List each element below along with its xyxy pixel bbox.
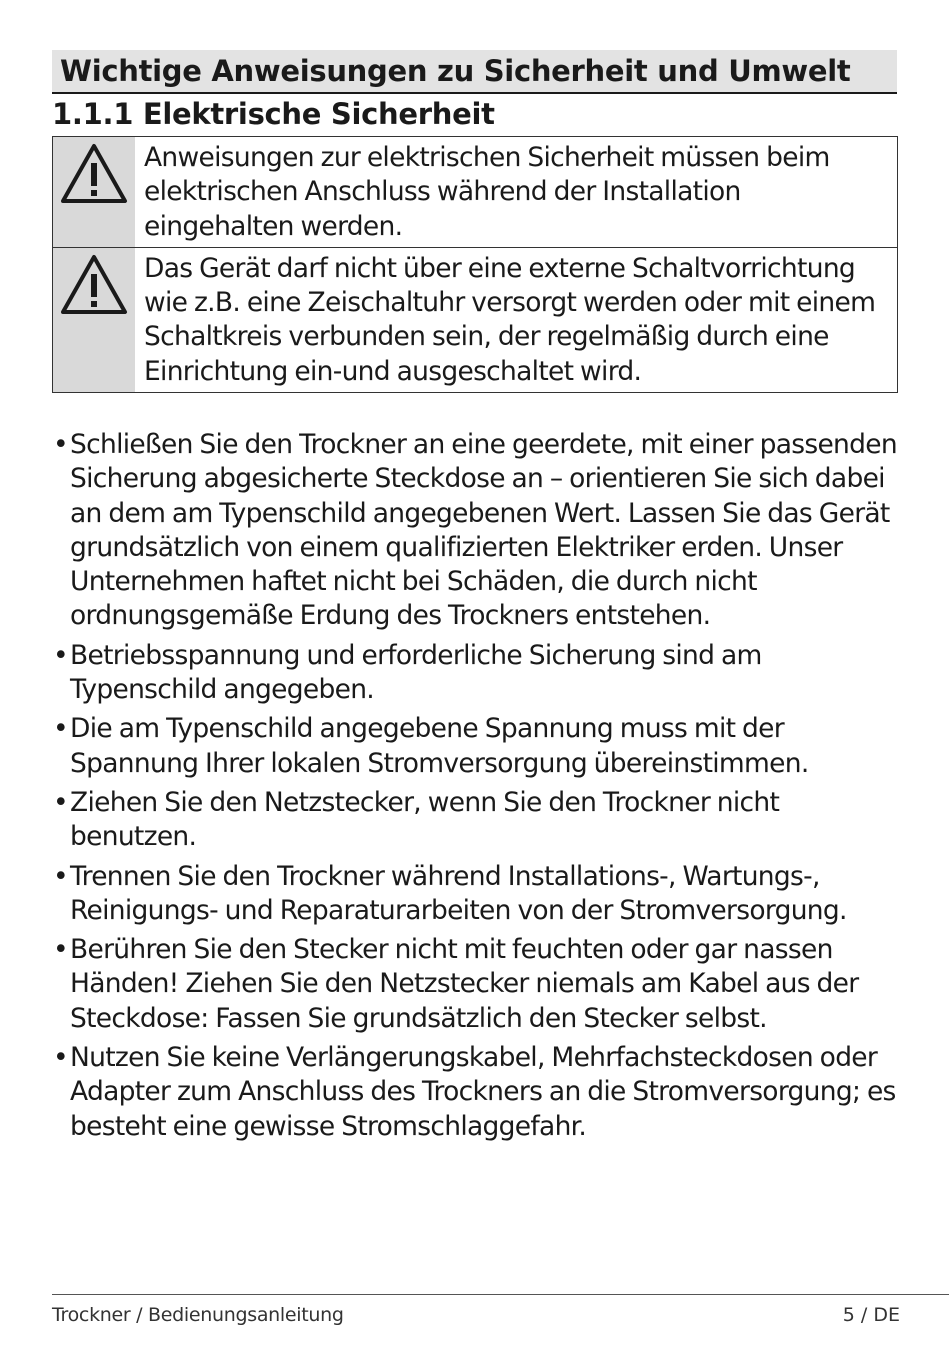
list-item — [52, 933, 902, 1036]
list-item — [52, 712, 902, 781]
warning-text: Anweisungen zur elektrischen Sicherheit müssen beim elektrischen Anschluss während der Installation eingehalten werden. — [144, 142, 830, 242]
warning-triangle-icon — [59, 141, 129, 205]
bullet-marker: • — [53, 713, 68, 745]
bullet-marker: • — [53, 429, 68, 460]
footer-page-number: 5 / DE — [842, 1304, 900, 1326]
bullet-marker: • — [53, 1042, 68, 1074]
warning-table — [52, 136, 898, 393]
list-item-text: Nutzen Sie keine Verlängerungskabel, Mehrfachsteckdosen oder Adapter zum Anschluss des Trockners an die Stromversorgung; es besteht eine gewisse Stromschlaggefahr. — [70, 1042, 896, 1142]
bullet-marker: • — [53, 639, 68, 671]
list-item-text: Die am Typenschild angegebene Spannung muss mit der Spannung Ihrer lokalen Stromversorgung übereinstimmen. — [70, 713, 809, 779]
list-item-text: Trennen Sie den Trockner während Installations-, Wartungs-, Reinigungs- und Reparaturarbeiten von der Stromversorgung. — [70, 860, 847, 926]
warning-row — [53, 137, 897, 248]
warning-text: Das Gerät darf nicht über eine externe Schaltvorrichtung wie z.B. eine Zeischaltuhr versorgt werden oder mit einem Schaltkreis verbunden sein, der regelmäßig durch eine Einrichtung ein-und ausgeschaltet wird. — [144, 252, 876, 387]
list-item — [52, 786, 902, 855]
list-item-text: Berühren Sie den Stecker nicht mit feuchten oder gar nassen Händen! Ziehen Sie den Netzstecker niemals am Kabel aus der Steckdose: Fassen Sie grundsätzlich den Stecker selbst. — [70, 934, 859, 1034]
warning-row — [53, 248, 897, 392]
bullet-marker: • — [53, 786, 68, 818]
list-item — [52, 428, 902, 634]
warning-triangle-icon — [59, 252, 129, 316]
subsection-title: 1.1.1 Elektrische Sicherheit — [52, 97, 495, 131]
section-title: Wichtige Anweisungen zu Sicherheit und Umwelt — [60, 54, 851, 88]
warning-icon-cell — [53, 137, 135, 247]
footer-document-title: Trockner / Bedienungsanleitung — [52, 1304, 344, 1326]
warning-icon-cell — [53, 248, 135, 392]
list-item-text: Betriebsspannung und erforderliche Sicherung sind am Typenschild angegeben. — [70, 639, 762, 706]
list-item-text: Schließen Sie den Trockner an eine geerdete, mit einer passenden Sicherung abgesicherte Steckdose an – orientieren Sie sich dabei an dem am Typenschild angegebenen Wert. Lassen Sie das Gerät grundsätzlich von einem qualifizierten Elektriker erden. Unser Unternehmen haftet nicht bei Schäden, die durch nicht ordnungsgemäße Erdung des Trockners entstehen. — [70, 429, 897, 632]
list-item — [52, 860, 902, 929]
safety-bullet-list — [52, 428, 902, 1149]
footer-divider — [52, 1294, 949, 1295]
list-item — [52, 639, 902, 708]
bullet-marker: • — [53, 860, 68, 892]
bullet-marker: • — [53, 934, 68, 966]
section-header — [52, 50, 897, 94]
list-item — [52, 1041, 902, 1144]
list-item-text: Ziehen Sie den Netzstecker, wenn Sie den Trockner nicht benutzen. — [70, 786, 780, 853]
